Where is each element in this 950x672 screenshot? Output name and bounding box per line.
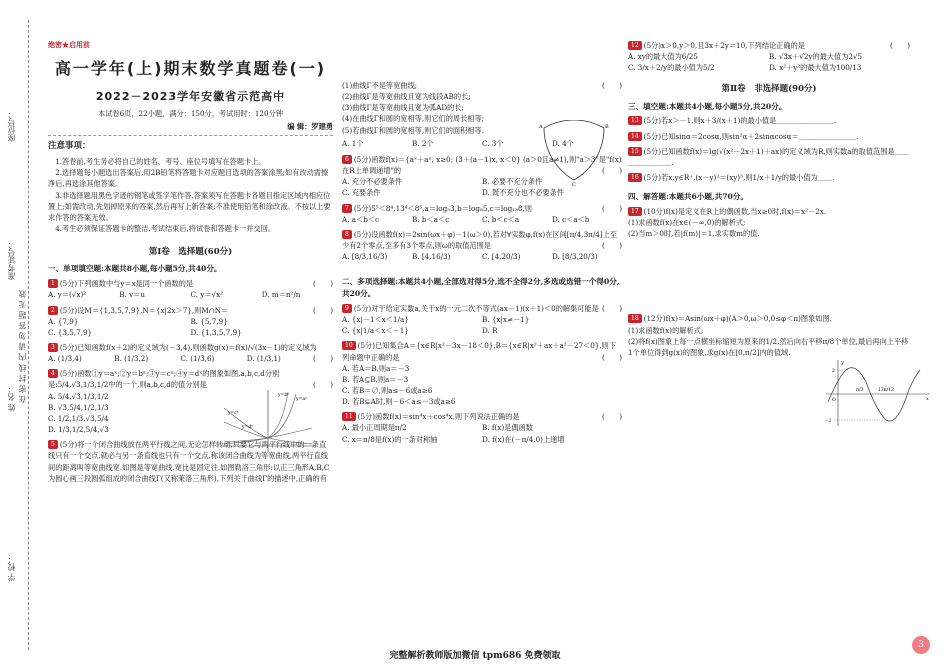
- exam-info: 本试卷6页，22小题，满分：150分，考试用时：120分钟: [98, 108, 283, 118]
- option-b: B. f(x)是偶函数: [482, 423, 533, 433]
- column-left: [48, 40, 333, 488]
- option-a: A. 若A＝B,则a＝－3: [342, 363, 410, 373]
- curve-b: [224, 394, 296, 442]
- question-11: [342, 411, 622, 444]
- name-label: 姓 名：: [7, 385, 16, 412]
- vertex-label: A: [539, 124, 543, 130]
- option-b: B. [4,16/3): [412, 252, 451, 262]
- question-text: (5分)函数f(x)＝{aˣ＋aˣ, x≥0; (3＋(a－1)x, x＜0} (a＞0且a≠1),则"a＞3"是"f(x)在R上单调递增"的: [342, 154, 622, 176]
- option-b: B. √3x＋√2y的最大值为2√5: [769, 52, 863, 62]
- question-15: [628, 146, 910, 168]
- page-number: 3: [912, 636, 930, 654]
- question-1: [48, 278, 333, 300]
- option-a: A. 充分不必要条件: [342, 177, 403, 187]
- notice-item: 4.考生必须保证答题卡的整洁,考试结束后,将试卷和答题卡一并交回。: [55, 224, 276, 234]
- question-3: [48, 342, 333, 364]
- question-number: 9: [342, 304, 352, 313]
- question-text: (5分)设函数f(x)＝2sin(ωx＋φ)－1(ω＞0),若对∀实数φ,f(x)在区间[π/4,3π/4]上至少有2个零点,至多有3个零点,则ω的取值范围是: [342, 229, 618, 251]
- seal-line: [28, 20, 29, 650]
- option-d: D. m＝n²/n: [261, 290, 301, 300]
- option-d: D. f(x)在(－π/4,0)上递增: [482, 434, 565, 444]
- option-d: D. R: [482, 326, 498, 336]
- statement: (4)在曲线Γ和圆的宽相等,则它们的周长相等;: [342, 114, 485, 124]
- fig-label: y=cˣ: [228, 411, 239, 417]
- option-a: A. y＝(√x)²: [48, 290, 87, 300]
- question-number: 3: [48, 343, 58, 352]
- reuleaux-figure: [538, 120, 610, 186]
- option-d: D. 若B⊊A时,则－6＜a≤－3或a≥6: [342, 397, 456, 407]
- question-9: [342, 303, 622, 336]
- option-d: D. c＜a＜b: [552, 214, 590, 224]
- question-text: (5分)函数①y＝aˣ;②y＝bˣ;③y＝cˣ;④y＝dˣ的图象如图,a,b,c,d分别是:5/4,√3,1/3,1/2中的一个,则a,b,c,d的值分别是: [48, 369, 280, 390]
- question-text: (5分)已知sinα＝2cosα,则sin²α＋2sinαcosα＝＿＿＿＿＿＿＿＿.: [643, 131, 859, 141]
- page-subtitle: 2022－2023学年安徽省示范高中: [95, 89, 286, 103]
- answer-blank: ( ): [602, 352, 622, 362]
- vertex-label: B: [605, 124, 609, 130]
- notice-item: 1.答卷前,考生务必将自己的姓名、考号、座位号填写在答题卡上。: [55, 157, 266, 167]
- question-number: 10: [342, 341, 356, 350]
- option-c: C. {3,5,7,9}: [48, 327, 93, 337]
- option-a: A. 5/4,√3,1/3,1/2: [48, 391, 109, 401]
- fig-label: y=bˣ: [278, 393, 290, 399]
- question-number: 6: [342, 155, 352, 164]
- question-number: 15: [628, 147, 642, 156]
- answer-blank: ( ): [602, 81, 622, 90]
- question-text: (5分)已知函数f(x＋2)的定义域为(－3,4),则函数g(x)＝f(x)/√(3x－1)的定义域为: [59, 342, 317, 352]
- sub-question: (2)将f(x)图象上每一点横坐标缩短为原来的1/2,然后向右平移π/8个单位,最后再向上平移1个单位得到g(x)的图象,求g(x)在[0,π/2]内的值域.: [628, 336, 909, 357]
- fig-label: y=dˣ: [242, 425, 254, 431]
- option-c: C. [4,20/3): [482, 252, 521, 262]
- option-c: C. {x|1/a＜x＜－1}: [342, 326, 409, 336]
- question-text: (5分)对于给定实数a,关于x的一元二次不等式(ax－1)(x＋1)＜0的解集可能是: [353, 303, 599, 313]
- tick-label: π/3: [856, 388, 864, 394]
- option-c: C. 充要条件: [342, 188, 381, 198]
- option-b: B. b＜a＜c: [412, 214, 450, 224]
- origin-label: O: [832, 398, 836, 404]
- question-number: 2: [48, 306, 58, 315]
- option-a: A. xy的最大值为6/25: [628, 52, 698, 62]
- sub-question: (1)求函数f(x)在x∈(－∞,0)的解析式;: [628, 218, 746, 228]
- reuleaux-curve: [544, 120, 604, 180]
- question-text: (5分)函数f(x)＝sin⁴x＋cos⁴x,则下列说法正确的是: [357, 412, 520, 422]
- answer-space: [628, 243, 910, 313]
- axis-label: x: [926, 396, 929, 403]
- option-c: C. 3个: [482, 138, 504, 148]
- sine-graph: [824, 358, 934, 428]
- question-number: 12: [628, 41, 642, 50]
- question-number: 14: [628, 132, 642, 141]
- section4-heading: 四、解答题:本题共6小题,共70分。: [628, 192, 749, 202]
- part2-title: 第Ⅱ卷 非选择题(90分): [721, 84, 817, 95]
- question-14: [628, 131, 910, 142]
- question-number: 8: [342, 230, 352, 239]
- footer-note: 完整解析教师版加微信 tpm686 免费领取: [389, 651, 561, 661]
- option-d: D. 1/3,1/2,5/4,√3: [48, 425, 109, 435]
- question-text: (5分)将一个闭合曲线放在两平行线之间,无论怎样转动,只要它与两平行线中的一条直线只有一个交点,就必与另一条直线也只有一个交点,称该闭合曲线为等宽曲线,两平行直线间的距离叫等宽曲线宽.如图是等宽曲线.宽比是固定往.如图勒洛三角形:以正三角形A,B,C为圆心画三段圆弧组成的闭合曲线Γ(又称莱洛三角形),下列关于曲线Γ的描述中,正确的有: [48, 440, 330, 483]
- statement: (2)曲线Γ是等宽曲线且宽为线段AB的长;: [342, 92, 471, 102]
- notice-item: 3.非选择题用黑色字迹的钢笔或签字笔作答,答案须写在答题卡各题目指定区域内相应位置上;如需改动,先划掉原来的答案,然后再写上新答案;不准使用铅笔和涂改液。不按以上要求作答的答案无效。: [48, 190, 331, 222]
- answer-blank: ( ): [890, 41, 910, 50]
- option-a: A. 最小正周期是π/2: [342, 423, 407, 433]
- answer-blank: ( ): [602, 303, 622, 313]
- question-number: 16: [628, 173, 642, 182]
- option-d: D. 4个: [552, 138, 574, 148]
- question-text: (5分)若x,y∈R⁺,(x－y)²＝(xy)³,则1/x＋1/y的最小值为＿＿.: [643, 173, 835, 183]
- question-17: [628, 206, 910, 239]
- section3-heading: 三、填空题:本题共4小题,每小题5分,共20分。: [628, 101, 787, 111]
- option-c: C. b＜c＜a: [482, 214, 520, 224]
- question-text: (5分)若x＞－1,则x＋3/(x＋1)的最小值是＿＿＿＿＿＿＿＿.: [643, 116, 837, 126]
- option-c: C. 若B＝∅,则a≤－6或a≥6: [342, 385, 433, 395]
- question-8: [342, 229, 622, 262]
- sub-question: (2)当m＞0时,若|f(m)|＝1,求实数m的值.: [628, 229, 760, 239]
- option-b: B. √3,5/4,1/2,1/3: [48, 402, 109, 412]
- curve-a: [224, 392, 288, 444]
- option-a: A. a＜b＜c: [342, 214, 380, 224]
- tick-label: 2: [832, 369, 835, 375]
- question-text: (5分)5⁵＜8⁴,13⁴＜8⁵,a＝log₅3,b＝log₈5,c＝log₁₃8,则: [353, 203, 532, 213]
- option-a: A. {7,9}: [48, 316, 79, 326]
- tick-label: －2: [824, 419, 832, 425]
- question-text: (5分)已知函数f(x)＝lg(√(x²－2x＋1)＋ax)的定义域为R,则实数a的取值范围是＿＿＿＿＿＿＿＿.: [628, 146, 909, 167]
- question-13: [628, 115, 910, 126]
- question-number: 18: [628, 314, 642, 323]
- page-title: 高一学年(上)期末数学真题卷(一): [54, 58, 327, 78]
- answer-blank: ( ): [602, 166, 622, 176]
- option-c: C. 3/x＋2/y的最小值为5/2: [628, 63, 715, 73]
- exam-number-label: 准考证号：: [7, 240, 16, 280]
- question-text: (12分)f(x)＝Asin(ωx＋φ)(A＞0,ω＞0,0≤φ＜π)图象如图.: [643, 314, 832, 324]
- question-2: [48, 305, 333, 338]
- option-d: D. 既不充分也不必要条件: [482, 188, 564, 198]
- option-b: B. 2个: [412, 138, 434, 148]
- question-10: [342, 340, 622, 407]
- divider: [48, 135, 333, 136]
- answer-blank: ( ): [313, 354, 333, 364]
- section2-heading: 二、多项选择题:本题共4小题,全部选对得5分,选不全得2分,多选或选错一个得0分,共20分。: [342, 277, 620, 299]
- answer-blank: ( ): [602, 241, 622, 251]
- option-b: B. 必要不充分条件: [482, 177, 543, 187]
- answer-blank: ( ): [602, 203, 622, 213]
- question-number: 17: [628, 207, 642, 216]
- vertex-label: C: [572, 182, 576, 186]
- question-number: 4: [48, 369, 58, 378]
- question-16: [628, 172, 910, 183]
- answer-blank: ( ): [313, 279, 333, 289]
- column-right: [628, 40, 929, 431]
- question-18: [628, 313, 910, 358]
- tick-label: 13π/12: [878, 388, 894, 394]
- sub-question: (1)求函数f(x)的解析式;: [628, 325, 704, 335]
- exponential-figure: [216, 388, 316, 454]
- statement: (3)曲线Γ是等宽曲线且宽为弧AD的长;: [342, 103, 464, 113]
- option-d: D. x²＋y²的最大值为100/13: [769, 63, 862, 73]
- fig-label: y=aˣ: [296, 397, 307, 403]
- answer-blank: ( ): [602, 412, 622, 422]
- confidential-mark: 绝密★启用前: [48, 40, 90, 49]
- question-number: 5: [48, 440, 58, 449]
- option-a: A. {x|－1＜x＜1/a}: [342, 315, 409, 325]
- option-a: A. [8/3,16/3): [342, 252, 388, 262]
- axis-label: y: [841, 360, 844, 367]
- question-7: [342, 203, 622, 225]
- question-number: 13: [628, 116, 642, 125]
- option-a: A. (1/3,4): [48, 354, 82, 364]
- no-answer-notice: 在 密 封 线 内 请 勿 答 题 无 效: [18, 290, 27, 404]
- question-number: 1: [48, 279, 58, 288]
- editor: 编 辑：罗建勇: [287, 121, 333, 131]
- question-text: (5分)已知集合A＝{x∈R|x²－3x－18＜0},B＝{x∈R|x²＋ax＋a²－27＜0},则下列命题中正确的是: [342, 341, 617, 362]
- option-b: B. 若A⊆B,则a＝－3: [342, 374, 409, 384]
- question-12: [628, 40, 910, 73]
- notice-heading: 注意事项：: [48, 141, 91, 151]
- option-d: D. (1/3,1): [246, 354, 281, 364]
- notice-item: 2.选择题每小题选出答案后,用2B铅笔将答题卡对应题目选项的答案涂黑;如有改动需擦净后,再选涂其他答案。: [48, 168, 329, 189]
- binding-margin: [0, 0, 34, 672]
- option-c: C. x＝π/8是f(x)的一条对称轴: [342, 434, 438, 444]
- option-c: C. 1/2,1/3,√3,5/4: [48, 413, 109, 423]
- question-text: (5分)设M＝{1,3,5,7,9},N＝{x|2x＞7},则M∩N＝: [59, 305, 229, 315]
- option-b: B. v＝u: [119, 290, 145, 300]
- option-a: A. 1个: [342, 138, 364, 148]
- option-c: C. (1/3,6): [180, 354, 215, 364]
- section1-heading: 一、单项填空题:本题共8小题,每小题5分,共40分。: [48, 264, 222, 274]
- option-b: B. (1/3,2): [114, 354, 149, 364]
- sine-curve: [828, 368, 920, 421]
- question-4: [48, 368, 333, 435]
- answer-blank: ( ): [313, 305, 333, 315]
- question-number: 11: [342, 412, 356, 421]
- option-b: B. {5,7,9}: [190, 316, 228, 326]
- seat-label: 座位号：: [7, 110, 16, 142]
- option-d: D. [8/3,20/3): [552, 252, 598, 262]
- question-number: 7: [342, 204, 352, 213]
- option-b: B. {x|x≠－1}: [482, 315, 530, 325]
- question-text: (5分)下列函数中与y＝x是同一个函数的是: [59, 279, 194, 289]
- school-label: 学 校：: [7, 555, 16, 582]
- statement: (5)若曲线Γ和圆的宽相等,则它们的面积相等.: [342, 125, 484, 135]
- answer-blank: ( ): [313, 380, 333, 390]
- part1-title: 第Ⅰ卷 选择题(60分): [148, 247, 233, 258]
- question-text: (10分)f(x)是定义在R上的偶函数,当x≥0时,f(x)＝x²－2x.: [643, 206, 827, 216]
- column-middle: [342, 40, 622, 449]
- question-text: (5分)x＞0,y＞0,且3x＋2y＝10,下列结论正确的是: [643, 41, 805, 50]
- statement: (1)曲线Γ不是等宽曲线;: [342, 81, 418, 90]
- option-d: D. {1,3,5,7,9}: [190, 327, 242, 337]
- option-c: C. y＝√x²: [190, 290, 224, 300]
